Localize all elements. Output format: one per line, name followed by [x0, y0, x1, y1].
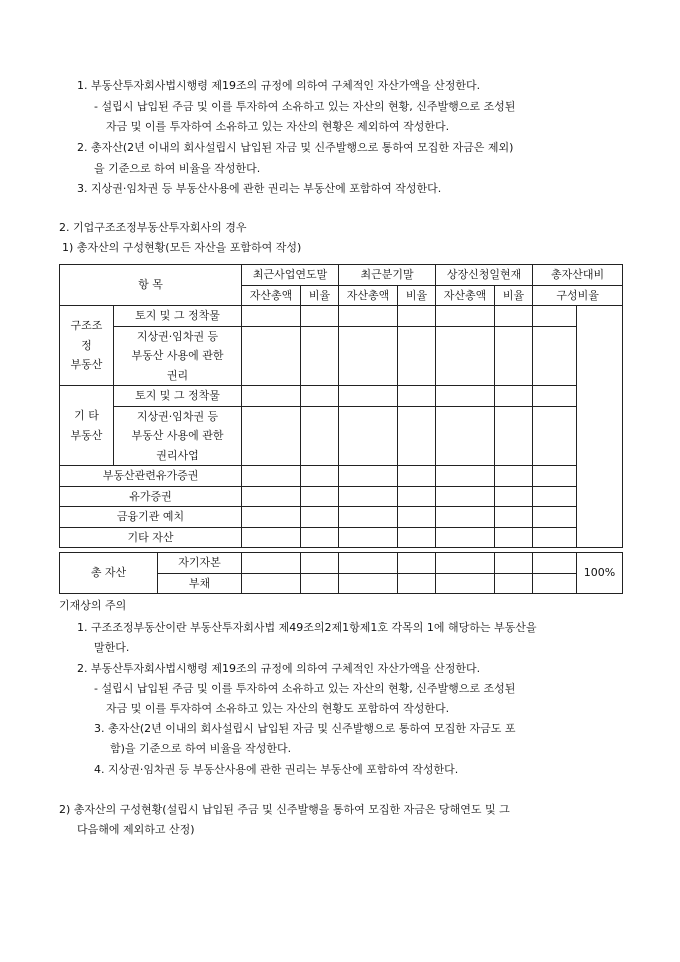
restructuring-label-line-1: 구조조 [70, 319, 103, 333]
entry-note-3-line-2: 함)을 기준으로 하여 비율을 작성한다. [110, 742, 292, 755]
cell [436, 466, 495, 487]
subsection-heading-2-line-2: 다음해에 제외하고 산정) [77, 823, 195, 836]
cell [242, 486, 301, 507]
cell [301, 486, 339, 507]
cell [301, 527, 339, 548]
cell [533, 507, 577, 528]
cell [495, 386, 533, 407]
cell [339, 466, 398, 487]
row-label-land: 토지 및 그 정착물 [114, 386, 242, 407]
cell [436, 306, 495, 327]
cell [436, 573, 495, 594]
cell [398, 326, 436, 386]
entry-note-1-line-1: 1. 구조조정부동산이란 부동산투자회사법 제49조의2제1항제1호 각목의 1에 해당하는 부동산을 [77, 621, 537, 634]
cell [398, 553, 436, 574]
cell [398, 527, 436, 548]
cell [533, 466, 577, 487]
cell [301, 553, 339, 574]
entry-note-2: 2. 부동산투자회사법시행령 제19조의 규정에 의하여 구체적인 자산가액을 산정한다. [77, 662, 481, 675]
cell [339, 486, 398, 507]
cell [339, 326, 398, 386]
entry-note-2-sub-line-1: - 설립시 납입된 주금 및 이를 투자하여 소유하고 있는 자산의 현황, 신주발행으로 조성된 [94, 682, 516, 695]
subheader-ratio: 비율 [398, 285, 436, 306]
cell [495, 573, 533, 594]
cell [398, 486, 436, 507]
cell [533, 553, 577, 574]
header-ratio-line-2: 구성비율 [533, 285, 623, 306]
entry-note-1-line-2: 말한다. [94, 641, 130, 654]
cell [242, 553, 301, 574]
cell [436, 486, 495, 507]
row-label-securities-related: 부동산관련유가증권 [60, 466, 242, 487]
cell [398, 466, 436, 487]
cell [301, 386, 339, 407]
cell [495, 527, 533, 548]
header-item: 항 목 [60, 265, 242, 306]
cell [339, 527, 398, 548]
subheader-amount: 자산총액 [339, 285, 398, 306]
entry-notes-heading: 기재상의 주의 [59, 599, 127, 612]
cell [533, 406, 577, 466]
cell [398, 406, 436, 466]
cell [398, 386, 436, 407]
cell [301, 573, 339, 594]
cell [242, 326, 301, 386]
restructuring-label-line-3: 부동산 [70, 358, 103, 372]
cell [242, 466, 301, 487]
cell [398, 573, 436, 594]
restructuring-label-line-2: 정 [81, 338, 92, 352]
header-ratio-line-1: 총자산대비 [533, 265, 623, 286]
cell [398, 507, 436, 528]
rights-business: 권리사업 [156, 448, 199, 462]
cell [495, 507, 533, 528]
cell [436, 386, 495, 407]
cell [301, 406, 339, 466]
cell [533, 527, 577, 548]
rights-line-1: 지상권·임차권 등 [136, 329, 219, 343]
cell [242, 507, 301, 528]
cell [301, 466, 339, 487]
cell [495, 306, 533, 327]
subsection-heading-2-line-1: 2) 총자산의 구성현황(설립시 납입된 주금 및 신주발행을 통하여 모집한 자금은 당해연도 및 그 [59, 803, 510, 816]
cell [339, 573, 398, 594]
note-item-2-line-2: 을 기준으로 하여 비율을 작성한다. [94, 162, 261, 175]
row-label-land: 토지 및 그 정착물 [114, 306, 242, 327]
cell [339, 386, 398, 407]
cell [495, 406, 533, 466]
cell [301, 306, 339, 327]
row-label-debt: 부채 [158, 573, 242, 594]
cell [533, 486, 577, 507]
rights-line-3: 권리 [166, 368, 189, 382]
cell [339, 406, 398, 466]
cell [301, 326, 339, 386]
ratio-column-cell [577, 306, 623, 548]
cell [436, 326, 495, 386]
cell [495, 553, 533, 574]
cell [436, 507, 495, 528]
cell [301, 507, 339, 528]
cell [398, 306, 436, 327]
header-period-3: 상장신청일현재 [436, 265, 533, 286]
note-item-1: 1. 부동산투자회사법시행령 제19조의 규정에 의하여 구체적인 자산가액을 산정한다. [77, 79, 481, 92]
entry-note-3-line-1: 3. 총자산(2년 이내의 회사설립시 납입된 자금 및 신주발행으로 통하여 모집한 자금도 포 [94, 722, 516, 735]
row-group-restructuring [60, 306, 114, 386]
entry-note-4: 4. 지상권·임차권 등 부동산사용에 관한 권리는 부동산에 포함하여 작성한다. [94, 763, 459, 776]
total-ratio-value: 100% [577, 553, 623, 594]
row-label-deposits: 금융기관 예치 [60, 507, 242, 528]
rights-line-1: 지상권·임차권 등 [136, 409, 219, 423]
row-label-other-assets: 기타 자산 [60, 527, 242, 548]
note-item-3: 3. 지상권·임차권 등 부동산사용에 관한 권리는 부동산에 포함하여 작성한다. [77, 182, 442, 195]
cell [533, 326, 577, 386]
other-label-line-2: 부동산 [70, 428, 103, 442]
row-group-other [60, 386, 114, 466]
cell [495, 326, 533, 386]
subheader-amount: 자산총액 [242, 285, 301, 306]
row-label-rights [114, 326, 242, 386]
cell [436, 527, 495, 548]
total-assets-table [59, 552, 623, 594]
entry-note-2-sub-line-2: 자금 및 이를 투자하여 소유하고 있는 자산의 현황도 포함하여 작성한다. [106, 702, 450, 715]
header-period-1: 최근사업연도말 [242, 265, 339, 286]
row-label-equity: 자기자본 [158, 553, 242, 574]
cell [436, 553, 495, 574]
cell [533, 573, 577, 594]
cell [339, 306, 398, 327]
cell [242, 573, 301, 594]
cell [242, 386, 301, 407]
cell [339, 553, 398, 574]
subheader-ratio: 비율 [495, 285, 533, 306]
other-label-line-1: 기 타 [74, 409, 99, 422]
subheader-ratio: 비율 [301, 285, 339, 306]
cell [495, 466, 533, 487]
cell [339, 507, 398, 528]
section-heading: 2. 기업구조조정부동산투자회사의 경우 [59, 221, 247, 234]
cell [533, 306, 577, 327]
note-item-1-sub-line-2: 자금 및 이를 투자하여 소유하고 있는 자산의 현황은 제외하여 작성한다. [106, 120, 450, 133]
subheader-amount: 자산총액 [436, 285, 495, 306]
row-label-total-assets: 총 자산 [60, 553, 158, 594]
header-period-2: 최근분기말 [339, 265, 436, 286]
note-item-2-line-1: 2. 총자산(2년 이내의 회사설립시 납입된 자금 및 신주발행으로 통하여 모집한 자금은 제외) [77, 141, 514, 154]
rights-line-2: 부동산 사용에 관한 [131, 349, 224, 362]
asset-composition-table [59, 264, 623, 548]
note-item-1-sub-line-1: - 설립시 납입된 주금 및 이를 투자하여 소유하고 있는 자산의 현황, 신주발행으로 조성된 [94, 100, 516, 113]
cell [436, 406, 495, 466]
cell [495, 486, 533, 507]
subsection-heading-1: 1) 총자산의 구성현황(모든 자산을 포함하여 작성) [62, 241, 302, 254]
cell [242, 406, 301, 466]
cell [533, 386, 577, 407]
row-label-rights [114, 406, 242, 466]
cell [242, 306, 301, 327]
rights-line-2: 부동산 사용에 관한 [131, 429, 224, 442]
row-label-securities: 유가증권 [60, 486, 242, 507]
cell [242, 527, 301, 548]
